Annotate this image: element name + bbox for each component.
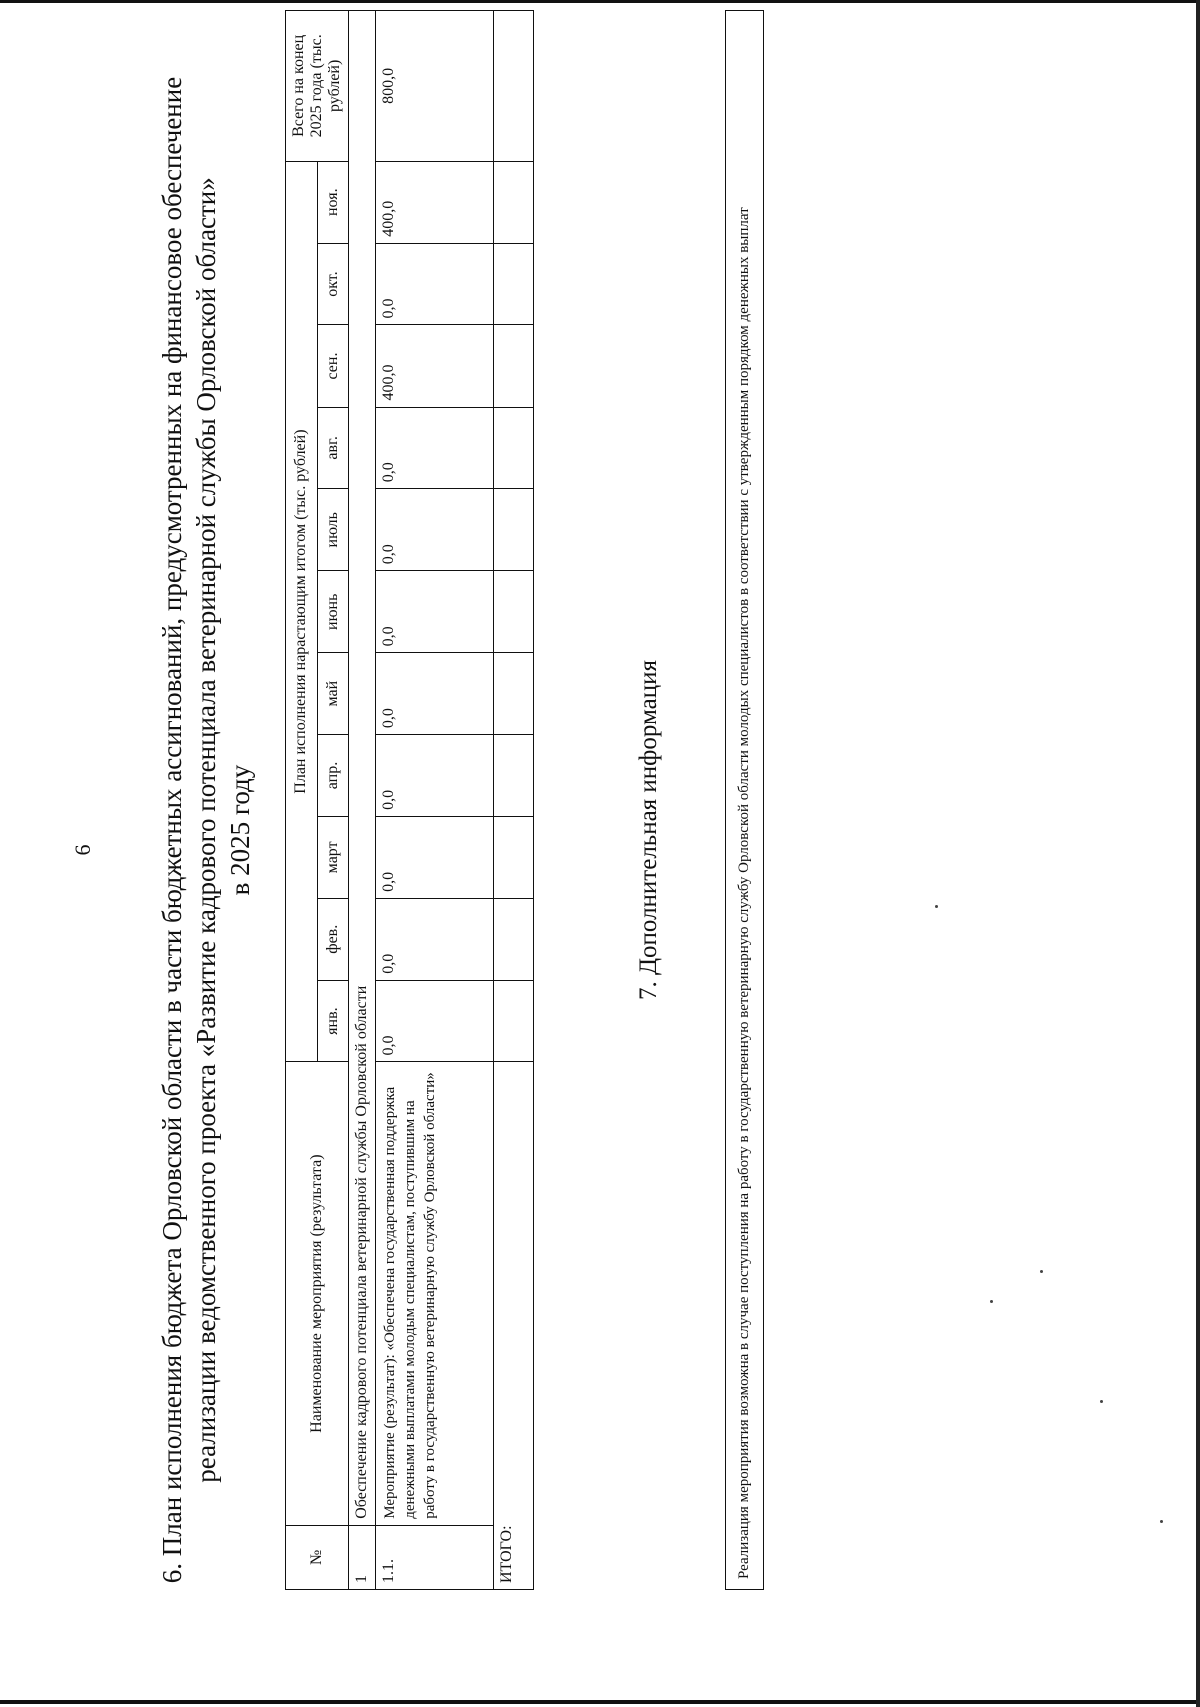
header-month: май (317, 653, 349, 735)
page-number: 6 (70, 844, 95, 856)
itogo-cell (494, 571, 534, 653)
section-title: Обеспечение кадрового потенциала ветеринарной службы Орловской области (349, 11, 376, 1526)
scan-speck (935, 905, 938, 908)
header-month: март (317, 816, 349, 898)
heading-line-3: в 2025 году (225, 764, 255, 896)
additional-info-box: Реализация мероприятия возможна в случае поступления на работу в государственную ветеринарную службу Орловской области молодых специалистов в соответствии с утвержденным порядком денежных выплат (725, 10, 764, 1590)
scan-speck (1160, 1520, 1163, 1523)
header-month: окт. (317, 243, 349, 325)
event-value-jun: 0,0 (376, 571, 494, 653)
scan-speck (1040, 1270, 1043, 1273)
header-month: июль (317, 489, 349, 571)
header-name: Наименование мероприятия (результата) (286, 1062, 349, 1525)
header-total: Всего на конец 2025 года (тыс. рублей) (286, 11, 349, 162)
itogo-cell (494, 161, 534, 243)
itogo-cell (494, 407, 534, 489)
itogo-cell (494, 898, 534, 980)
header-month: фев. (317, 898, 349, 980)
event-num: 1.1. (376, 1525, 494, 1589)
header-month: сен. (317, 325, 349, 407)
itogo-label: ИТОГО: (494, 1062, 534, 1590)
itogo-cell (494, 980, 534, 1062)
table-row-event (376, 11, 494, 1590)
budget-plan-table (285, 10, 534, 1590)
header-month: авг. (317, 407, 349, 489)
heading-line-2: реализации ведомственного проекта «Развитие кадрового потенциала ветеринарной службы Орловской области» (191, 177, 221, 1483)
event-value-feb: 0,0 (376, 898, 494, 980)
itogo-cell (494, 489, 534, 571)
itogo-cell (494, 816, 534, 898)
header-month: ноя. (317, 161, 349, 243)
event-value-jan: 0,0 (376, 980, 494, 1062)
event-value-apr: 0,0 (376, 735, 494, 817)
header-num: № (286, 1525, 349, 1589)
event-value-may: 0,0 (376, 653, 494, 735)
scan-right-edge (1196, 0, 1200, 1707)
event-value-nov: 400,0 (376, 161, 494, 243)
itogo-cell (494, 653, 534, 735)
header-plan: План исполнения нарастающим итогом (тыс. рублей) (286, 161, 318, 1062)
heading-line-1: 6. План исполнения бюджета Орловской области в части бюджетных ассигнований, предусмотренных на финансовое обеспечение (157, 76, 187, 1584)
section-num: 1 (349, 1525, 376, 1589)
table-row-itogo (494, 11, 534, 1590)
itogo-cell (494, 11, 534, 162)
table-row-section (349, 11, 376, 1590)
header-row-1 (286, 11, 318, 1590)
header-month: янв. (317, 980, 349, 1062)
itogo-cell (494, 735, 534, 817)
event-value-jul: 0,0 (376, 489, 494, 571)
header-month: июнь (317, 571, 349, 653)
header-month: апр. (317, 735, 349, 817)
scan-speck (1100, 1400, 1103, 1403)
scan-bottom-rule (0, 1700, 1200, 1704)
itogo-cell (494, 325, 534, 407)
event-value-sep: 400,0 (376, 325, 494, 407)
event-value-aug: 0,0 (376, 407, 494, 489)
itogo-cell (494, 243, 534, 325)
scan-speck (990, 1300, 993, 1303)
event-total: 800,0 (376, 11, 494, 162)
event-value-oct: 0,0 (376, 243, 494, 325)
section-7-heading: 7. Дополнительная информация (635, 659, 662, 1001)
event-value-mar: 0,0 (376, 816, 494, 898)
event-name: Мероприятие (результат): «Обеспечена государственная поддержка денежными выплатами молодым специалистам, поступившим на работу в государственную ветеринарную службу Орловской области» (376, 1062, 494, 1525)
section-6-heading (155, 70, 257, 1590)
